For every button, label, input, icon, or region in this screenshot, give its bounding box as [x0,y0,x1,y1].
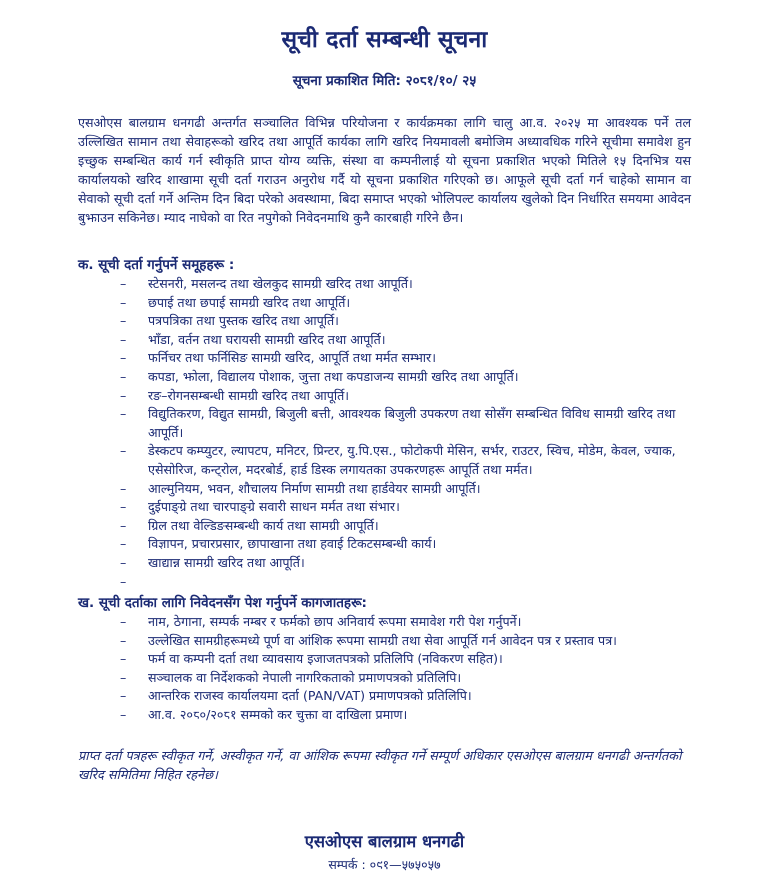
dash-bullet: – [120,313,127,329]
list-item-text: छपाई तथा छपाई सामग्री खरिद तथा आपूर्ति। [148,294,351,310]
dash-bullet: – [120,632,127,648]
list-item-text [148,573,691,592]
list-item [78,554,691,573]
list-item [78,706,691,725]
dash-bullet: – [120,517,127,533]
dash-bullet: – [120,406,127,422]
list-item-text: नाम, ठेगाना, सम्पर्क नम्बर र फर्मको छाप अनिवार्य रूपमा समावेश गरी पेश गर्नुपर्ने। [148,614,522,630]
list-item [78,349,691,368]
list-item-text: डेस्कटप कम्प्युटर, ल्यापटप, मनिटर, प्रिन्टर, यु.पि.एस., फोटोकपी मेसिन, सर्भर, राउटर, स्विच, मोडेम, केवल, ज्याक, एसेसोरिज, कन्ट्रोल, मदरबोर्ड, हार्ड डिस्क लगायतका उपकरणहरू आपूर्ति तथा मर्मत। [148,443,676,477]
list-item [78,669,691,688]
page-title: सूची दर्ता सम्बन्धी सूचना [281,27,488,53]
list-item-text: आन्तरिक राजस्व कार्यालयमा दर्ता (PAN/VAT) प्रमाणपत्रको प्रतिलिपि। [148,688,472,704]
dash-bullet: – [120,443,127,459]
list-item [78,613,691,632]
list-item-text: सञ्चालक वा निर्देशकको नेपाली नागरिकताको प्रमाणपत्रको प्रतिलिपि। [148,669,462,685]
list-item [78,442,691,479]
dash-bullet: – [120,387,127,403]
dash-bullet: – [120,707,127,723]
dash-bullet: – [120,331,127,347]
list-item [78,650,691,669]
section-b [78,593,691,725]
list-item [78,294,691,313]
list-item-text: आल्मुनियम, भवन, शौचालय निर्माण सामग्री तथा हार्डवेयर सामग्री आपूर्ति। [148,480,481,496]
list-item [78,517,691,536]
intro-paragraph: एसओएस बालग्राम धनगढी अन्तर्गत सञ्चालित विभिन्न परियोजना र कार्यक्रमका लागि चालु आ.व. २०२५ मा आवश्यक पर्ने तल उल्लिखित सामान तथा सेवाहरूको खरिद तथा आपूर्ति कार्यका लागि खरिद नियमावली बमोजिम अध्यावधिक गरिने सूचीमा समावेश हुन इच्छुक सम्बन्धित कार्य गर्न स्वीकृति प्राप्त योग्य व्यक्ति, संस्था वा कम्पनीलाई यो सूचना प्रकाशित भएको मितिले १५ दिनभित्र यस कार्यालयको खरिद शाखामा सूची दर्ता गराउन अनुरोध गर्दै यो सूचना प्रकाशित गरिएको छ। आफूले सूची दर्ता गर्न चाहेको सामान वा सेवाको सूची दर्ता गर्ने अन्तिम दिन बिदा परेको अवस्थामा, बिदा समाप्त भएको भोलिपल्ट कार्यालय खुलेको दिन निर्धारित समयमा आवेदन बुझाउन सकिनेछ। म्याद नाघेको वा रित नपुगेको निवेदनमाथि कुनै कारबाही गरिने छैन। [78,115,691,225]
dash-bullet: – [120,669,127,685]
dash-bullet: – [120,573,127,589]
list-item-text: पत्रपत्रिका तथा पुस्तक खरिद तथा आपूर्ति। [148,313,339,329]
section-a-list [78,275,691,591]
list-item-text: दुईपाङ्ग्रे तथा चारपाङ्ग्रे सवारी साधन मर्मत तथा संभार। [148,499,400,515]
list-item-text: ग्रिल तथा वेल्डिङसम्बन्धी कार्य तथा सामग्री आपूर्ति। [148,517,379,533]
list-item-text: फर्म वा कम्पनी दर्ता तथा व्यावसाय इजाजतपत्रको प्रतिलिपि (नविकरण सहित)। [148,651,503,667]
list-item-text: विद्युतिकरण, विद्युत सामग्री, बिजुली बत्ती, आवश्यक बिजुली उपकरण तथा सोसँग सम्बन्धित विविध सामग्री खरिद तथा आपूर्ति। [148,406,676,440]
section-b-heading: ख. सूची दर्ताका लागि निवेदनसँग पेश गर्नुपर्ने कागजातहरू: [78,595,367,612]
list-item [78,535,691,554]
dash-bullet: – [120,294,127,310]
dash-bullet: – [120,350,127,366]
dash-bullet: – [120,554,127,570]
list-item [78,405,691,442]
list-item-text: भाँडा, वर्तन तथा घरायसी सामग्री खरिद तथा आपूर्ति। [148,331,386,347]
list-item [78,275,691,294]
dash-bullet: – [120,651,127,667]
dash-bullet: – [120,368,127,384]
list-item [78,573,691,592]
list-item [78,387,691,406]
list-item [78,368,691,387]
dash-bullet: – [120,536,127,552]
dash-bullet: – [120,614,127,630]
closing-note: प्राप्त दर्ता पत्रहरू स्वीकृत गर्ने, अस्वीकृत गर्ने, वा आंशिक रूपमा स्वीकृत गर्ने सम्पूर्ण अधिकार एसओएस बालग्राम धनगढी अन्तर्गतको खरिद समितिमा निहित रहनेछ। [78,748,682,783]
list-item-text: स्टेसनरी, मसलन्द तथा खेलकुद सामग्री खरिद तथा आपूर्ति। [148,276,413,291]
list-item-text: खाद्यान्न सामग्री खरिद तथा आपूर्ति। [148,554,305,570]
dash-bullet: – [120,499,127,515]
list-item [78,632,691,651]
list-item-text: विज्ञापन, प्रचारप्रसार, छापाखाना तथा हवाई टिकटसम्बन्धी कार्य। [148,536,437,552]
section-a [78,255,691,591]
list-item-text: कपडा, झोला, विद्यालय पोशाक, जुत्ता तथा कपडाजन्य सामग्री खरिद तथा आपूर्ति। [148,368,519,384]
published-date-line: सूचना प्रकाशित मिति: २०८१/१०/ २५ [292,73,477,89]
dash-bullet: – [120,688,127,704]
list-item [78,480,691,499]
footer-org-name: एसओएस बालग्राम धनगढी [304,831,465,851]
footer-contact-line: सम्पर्क : ०९१—५७५०५७ [328,856,441,872]
section-a-heading: क. सूची दर्ता गर्नुपर्ने समूहहरू : [78,257,235,273]
footer [78,829,691,873]
list-item [78,312,691,331]
list-item-text: आ.व. २०८०/२०८१ सम्मको कर चुक्ता वा दाखिला प्रमाण। [148,707,408,723]
list-item [78,331,691,350]
dash-bullet: – [120,276,127,291]
section-b-list [78,613,691,725]
list-item-text: रङ–रोगनसम्बन्धी सामग्री खरिद तथा आपूर्ति। [148,387,350,403]
list-item-text: फर्निचर तथा फर्निसिङ सामग्री खरिद, आपूर्ति तथा मर्मत सम्भार। [148,350,436,366]
dash-bullet: – [120,480,127,496]
list-item-text: उल्लेखित सामग्रीहरूमध्ये पूर्ण वा आंशिक रूपमा सामग्री तथा सेवा आपूर्ति गर्न आवेदन पत्र र प्रस्ताव पत्र। [148,632,617,648]
list-item [78,498,691,517]
list-item [78,687,691,706]
